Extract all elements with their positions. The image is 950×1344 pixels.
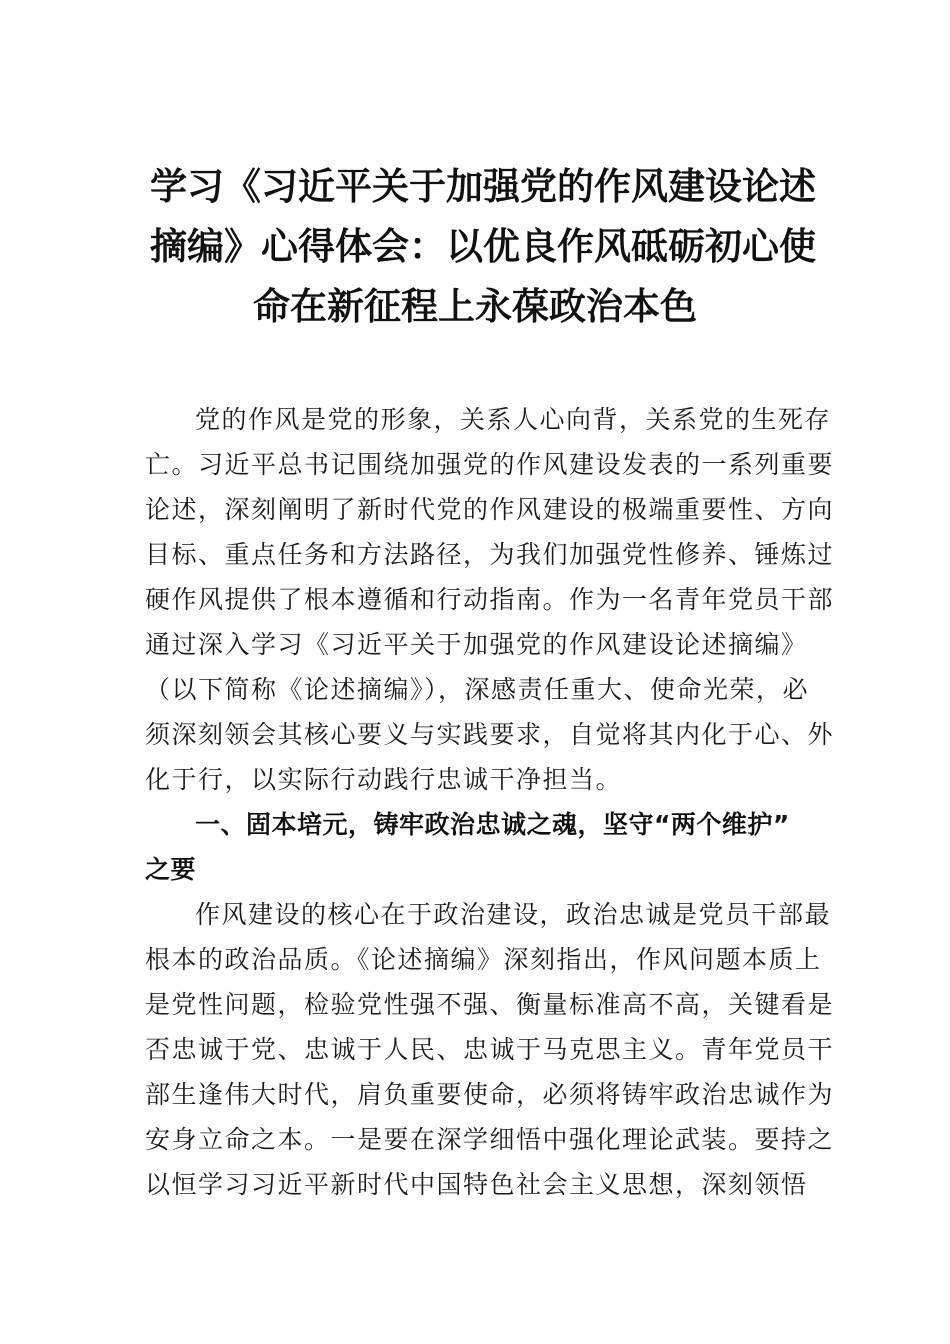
- text-line: 安身立命之本。一是要在深学细悟中强化理论武装。要持之: [145, 1125, 835, 1154]
- text-line: 部生逢伟大时代，肩负重要使命，必须将铸牢政治忠诚作为: [145, 1080, 835, 1109]
- intro-paragraph: [145, 397, 835, 802]
- text-line: 化于行，以实际行动践行忠诚干净担当。: [145, 765, 623, 794]
- text-line: 亡。习近平总书记围绕加强党的作风建设发表的一系列重要: [145, 450, 835, 479]
- title-line: 命在新征程上永葆政治本色: [253, 284, 697, 328]
- document-title: [150, 156, 816, 336]
- text-line: 以恒学习习近平新时代中国特色社会主义思想，深刻领悟: [145, 1170, 808, 1199]
- title-line: 摘编》心得体会：以优良作风砥砺初心使: [150, 224, 816, 268]
- text-line: 论述，深刻阐明了新时代党的作风建设的极端重要性、方向: [145, 495, 835, 524]
- heading-line: 之要: [145, 855, 197, 884]
- text-line: 作风建设的核心在于政治建设，政治忠诚是党员干部最: [195, 900, 832, 929]
- document-body: [145, 397, 835, 1207]
- text-line: 硬作风提供了根本遵循和行动指南。作为一名青年党员干部: [145, 585, 835, 614]
- section-heading: [145, 802, 810, 892]
- text-line: 党的作风是党的形象，关系人心向背，关系党的生死存: [195, 405, 832, 434]
- text-line: 通过深入学习《习近平关于加强党的作风建设论述摘编》: [145, 630, 808, 659]
- text-line: （以下简称《论述摘编》），深感责任重大、使命光荣，必: [145, 675, 810, 704]
- text-line: 目标、重点任务和方法路径，为我们加强党性修养、锤炼过: [145, 540, 835, 569]
- section-paragraph: [145, 892, 835, 1207]
- text-line: 须深刻领会其核心要义与实践要求，自觉将其内化于心、外: [145, 720, 835, 749]
- text-line: 根本的政治品质。《论述摘编》深刻指出，作风问题本质上: [145, 945, 822, 974]
- text-line: 是党性问题，检验党性强不强、衡量标准高不高，关键看是: [145, 990, 835, 1019]
- text-line: 否忠诚于党、忠诚于人民、忠诚于马克思主义。青年党员干: [145, 1035, 835, 1064]
- heading-line: 一、固本培元，铸牢政治忠诚之魂，坚守“两个维护”: [195, 810, 790, 839]
- title-line: 学习《习近平关于加强党的作风建设论述: [150, 164, 816, 208]
